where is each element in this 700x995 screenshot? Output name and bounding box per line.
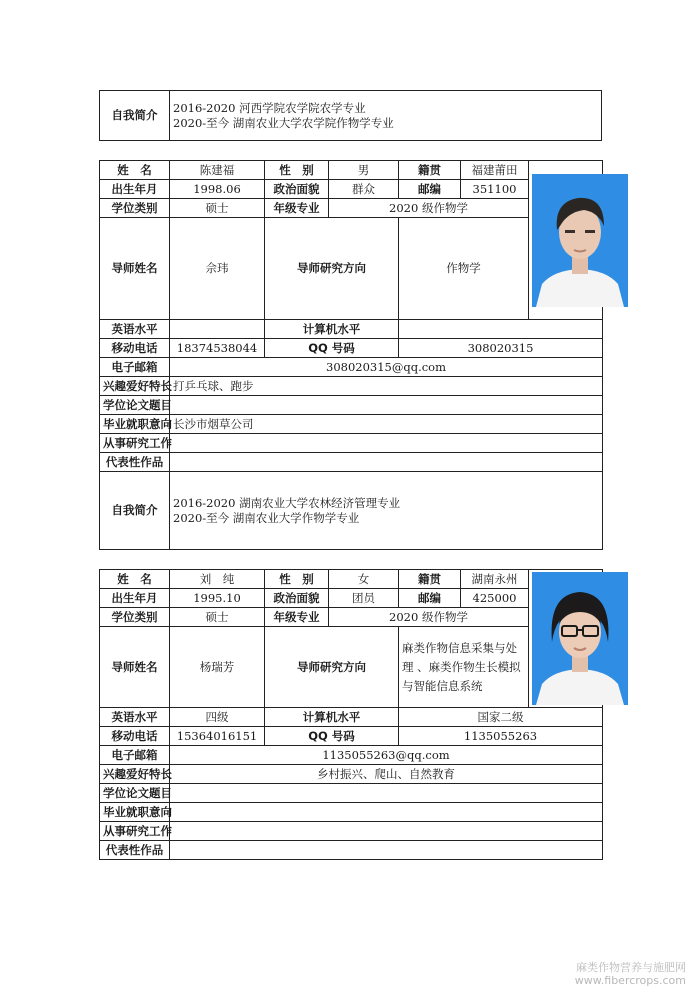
postcode-label: 邮编 [399, 180, 461, 199]
birth-value: 1998.06 [170, 180, 265, 199]
phone-value: 18374538044 [170, 339, 265, 358]
qq-value: 1135055263 [399, 727, 603, 746]
advisor-label: 导师姓名 [100, 627, 170, 708]
advisor-dir-label: 导师研究方向 [265, 218, 399, 320]
watermark [575, 961, 686, 987]
top-intro-table [99, 90, 602, 141]
photo-cell [529, 161, 603, 320]
english-value: 四级 [170, 708, 265, 727]
politics-label: 政治面貌 [265, 589, 329, 608]
gender-value: 男 [329, 161, 399, 180]
hobby-value: 乡村振兴、爬山、自然教育 [170, 765, 603, 784]
thesis-label: 学位论文题目 [100, 396, 170, 415]
watermark-title: 麻类作物营养与施肥网 [576, 961, 686, 974]
birth-value: 1995.10 [170, 589, 265, 608]
phone-label: 移动电话 [100, 727, 170, 746]
english-value [170, 320, 265, 339]
grade-major-label: 年级专业 [265, 199, 329, 218]
native-value: 福建莆田 [461, 161, 529, 180]
degree-label: 学位类别 [100, 608, 170, 627]
gender-label: 性 别 [265, 161, 329, 180]
email-label: 电子邮箱 [100, 358, 170, 377]
name-label: 姓 名 [100, 161, 170, 180]
hobby-label: 兴趣爱好特长 [100, 765, 170, 784]
research-label: 从事研究工作 [100, 434, 170, 453]
qq-label: QQ 号码 [265, 727, 399, 746]
portrait-image [532, 174, 628, 307]
email-label: 电子邮箱 [100, 746, 170, 765]
birth-label: 出生年月 [100, 180, 170, 199]
postcode-value: 351100 [461, 180, 529, 199]
english-label: 英语水平 [100, 708, 170, 727]
intro-line: 2020-至今 湖南农业大学农学院作物学专业 [173, 115, 394, 130]
phone-value: 15364016151 [170, 727, 265, 746]
native-value: 湖南永州 [461, 570, 529, 589]
research-label: 从事研究工作 [100, 822, 170, 841]
qq-value: 308020315 [399, 339, 603, 358]
degree-label: 学位类别 [100, 199, 170, 218]
top-intro-card [99, 90, 602, 141]
email-value: 1135055263@qq.com [170, 746, 603, 765]
watermark-url: www.fibercrops.com [574, 974, 686, 987]
postcode-value: 425000 [461, 589, 529, 608]
grade-major-label: 年级专业 [265, 608, 329, 627]
native-label: 籍贯 [399, 161, 461, 180]
research-value [170, 822, 603, 841]
works-label: 代表性作品 [100, 453, 170, 472]
postcode-label: 邮编 [399, 589, 461, 608]
thesis-value [170, 784, 603, 803]
degree-value: 硕士 [170, 199, 265, 218]
student-photo [532, 174, 628, 307]
degree-value: 硕士 [170, 608, 265, 627]
intro-label: 自我简介 [100, 472, 170, 550]
intro-line: 2016-2020 湖南农业大学农林经济管理专业 [173, 496, 401, 511]
advisor-dir-value: 麻类作物信息采集与处理 、麻类作物生长模拟与智能信息系统 [399, 627, 529, 708]
name-value: 陈建福 [170, 161, 265, 180]
politics-value: 团员 [329, 589, 399, 608]
thesis-value [170, 396, 603, 415]
email-value: 308020315@qq.com [170, 358, 603, 377]
student-table-2 [99, 569, 603, 860]
intro-line: 2016-2020 河西学院农学院农学专业 [173, 101, 366, 116]
works-label: 代表性作品 [100, 841, 170, 860]
phone-label: 移动电话 [100, 339, 170, 358]
computer-label: 计算机水平 [265, 320, 399, 339]
works-value [170, 841, 603, 860]
career-label: 毕业就职意向 [100, 803, 170, 822]
qq-label: QQ 号码 [265, 339, 399, 358]
advisor-value: 佘玮 [170, 218, 265, 320]
gender-label: 性 别 [265, 570, 329, 589]
birth-label: 出生年月 [100, 589, 170, 608]
research-value [170, 434, 603, 453]
student-card-2 [99, 569, 602, 860]
intro-text [170, 472, 603, 550]
intro-label: 自我简介 [100, 91, 170, 141]
advisor-dir-value: 作物学 [399, 218, 529, 320]
portrait-image [532, 572, 628, 705]
student-photo [532, 572, 628, 705]
career-value: 长沙市烟草公司 [170, 415, 603, 434]
advisor-dir-label: 导师研究方向 [265, 627, 399, 708]
career-label: 毕业就职意向 [100, 415, 170, 434]
english-label: 英语水平 [100, 320, 170, 339]
advisor-label: 导师姓名 [100, 218, 170, 320]
career-value [170, 803, 603, 822]
name-label: 姓 名 [100, 570, 170, 589]
computer-value: 国家二级 [399, 708, 603, 727]
politics-label: 政治面貌 [265, 180, 329, 199]
advisor-value: 杨瑞芳 [170, 627, 265, 708]
student-table-1 [99, 160, 603, 550]
computer-value [399, 320, 603, 339]
grade-major-value: 2020 级作物学 [329, 199, 529, 218]
name-value: 刘 纯 [170, 570, 265, 589]
works-value [170, 453, 603, 472]
politics-value: 群众 [329, 180, 399, 199]
computer-label: 计算机水平 [265, 708, 399, 727]
gender-value: 女 [329, 570, 399, 589]
intro-line: 2020-至今 湖南农业大学作物学专业 [173, 510, 360, 525]
photo-cell [529, 570, 603, 708]
student-card-1 [99, 160, 602, 550]
thesis-label: 学位论文题目 [100, 784, 170, 803]
intro-text [170, 91, 602, 141]
hobby-value: 打乒乓球、跑步 [170, 377, 603, 396]
grade-major-value: 2020 级作物学 [329, 608, 529, 627]
hobby-label: 兴趣爱好特长 [100, 377, 170, 396]
native-label: 籍贯 [399, 570, 461, 589]
